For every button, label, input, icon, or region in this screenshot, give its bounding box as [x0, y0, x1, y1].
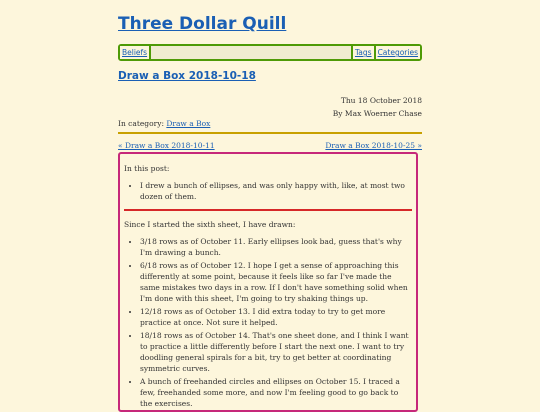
category-prefix: In category: [118, 119, 164, 128]
since-paragraph: Since I started the sixth sheet, I have drawn: [124, 220, 296, 229]
progress-list [124, 236, 412, 409]
list-item: • A bunch of freehanded circles and ellipses on October 15. I traced a few, freehanded some more, and now I'm feeling good to go back to the exercises. [140, 376, 412, 409]
post-author: By Max Woerner Chase [332, 109, 422, 118]
nav-bar [118, 44, 422, 61]
nav-spacer [151, 46, 351, 59]
post-content [118, 152, 418, 412]
summary-heading: In this post: [124, 164, 170, 173]
post-date: Thu 18 October 2018 [340, 96, 422, 105]
nav-beliefs-link[interactable]: Beliefs [122, 48, 148, 57]
category-link[interactable]: Draw a Box [166, 119, 211, 128]
list-item: • 3/18 rows as of October 11. Early ellipses look bad, guess that's why I'm drawing a bunch. [140, 236, 412, 258]
list-item: • 6/18 rows as of October 12. I hope I get a sense of approaching this differently at some point, because it feels like so far I've made the same mistakes two days in a row. If I don't have something solid when I'm done with this sheet, I'm going to try shaking things up. [140, 260, 412, 304]
next-post-link[interactable]: Draw a Box 2018-10-25 » [325, 141, 422, 150]
header-divider [118, 132, 422, 134]
nav-categories-link[interactable]: Categories [377, 48, 418, 57]
summary-divider [124, 209, 412, 211]
site-title-link[interactable]: Three Dollar Quill [118, 14, 287, 34]
list-item: • 12/18 rows as of October 13. I did extra today to try to get more practice at once. Not sure it helped. [140, 306, 412, 328]
summary-item: • I drew a bunch of ellipses, and was only happy with, like, at most two dozen of them. [140, 180, 412, 202]
list-item: • 18/18 rows as of October 14. That's one sheet done, and I think I want to practice a little differently before I start the next one. I want to try doodling general spirals for a bit, try to get better at coordinating symmetric curves. [140, 330, 412, 374]
prev-post-link[interactable]: « Draw a Box 2018-10-11 [118, 141, 215, 150]
post-meta [333, 94, 422, 120]
post-title-link[interactable]: Draw a Box 2018-10-18 [118, 70, 256, 82]
post-category [118, 119, 210, 128]
summary-list [124, 180, 412, 202]
nav-tags-link[interactable]: Tags [354, 48, 372, 57]
